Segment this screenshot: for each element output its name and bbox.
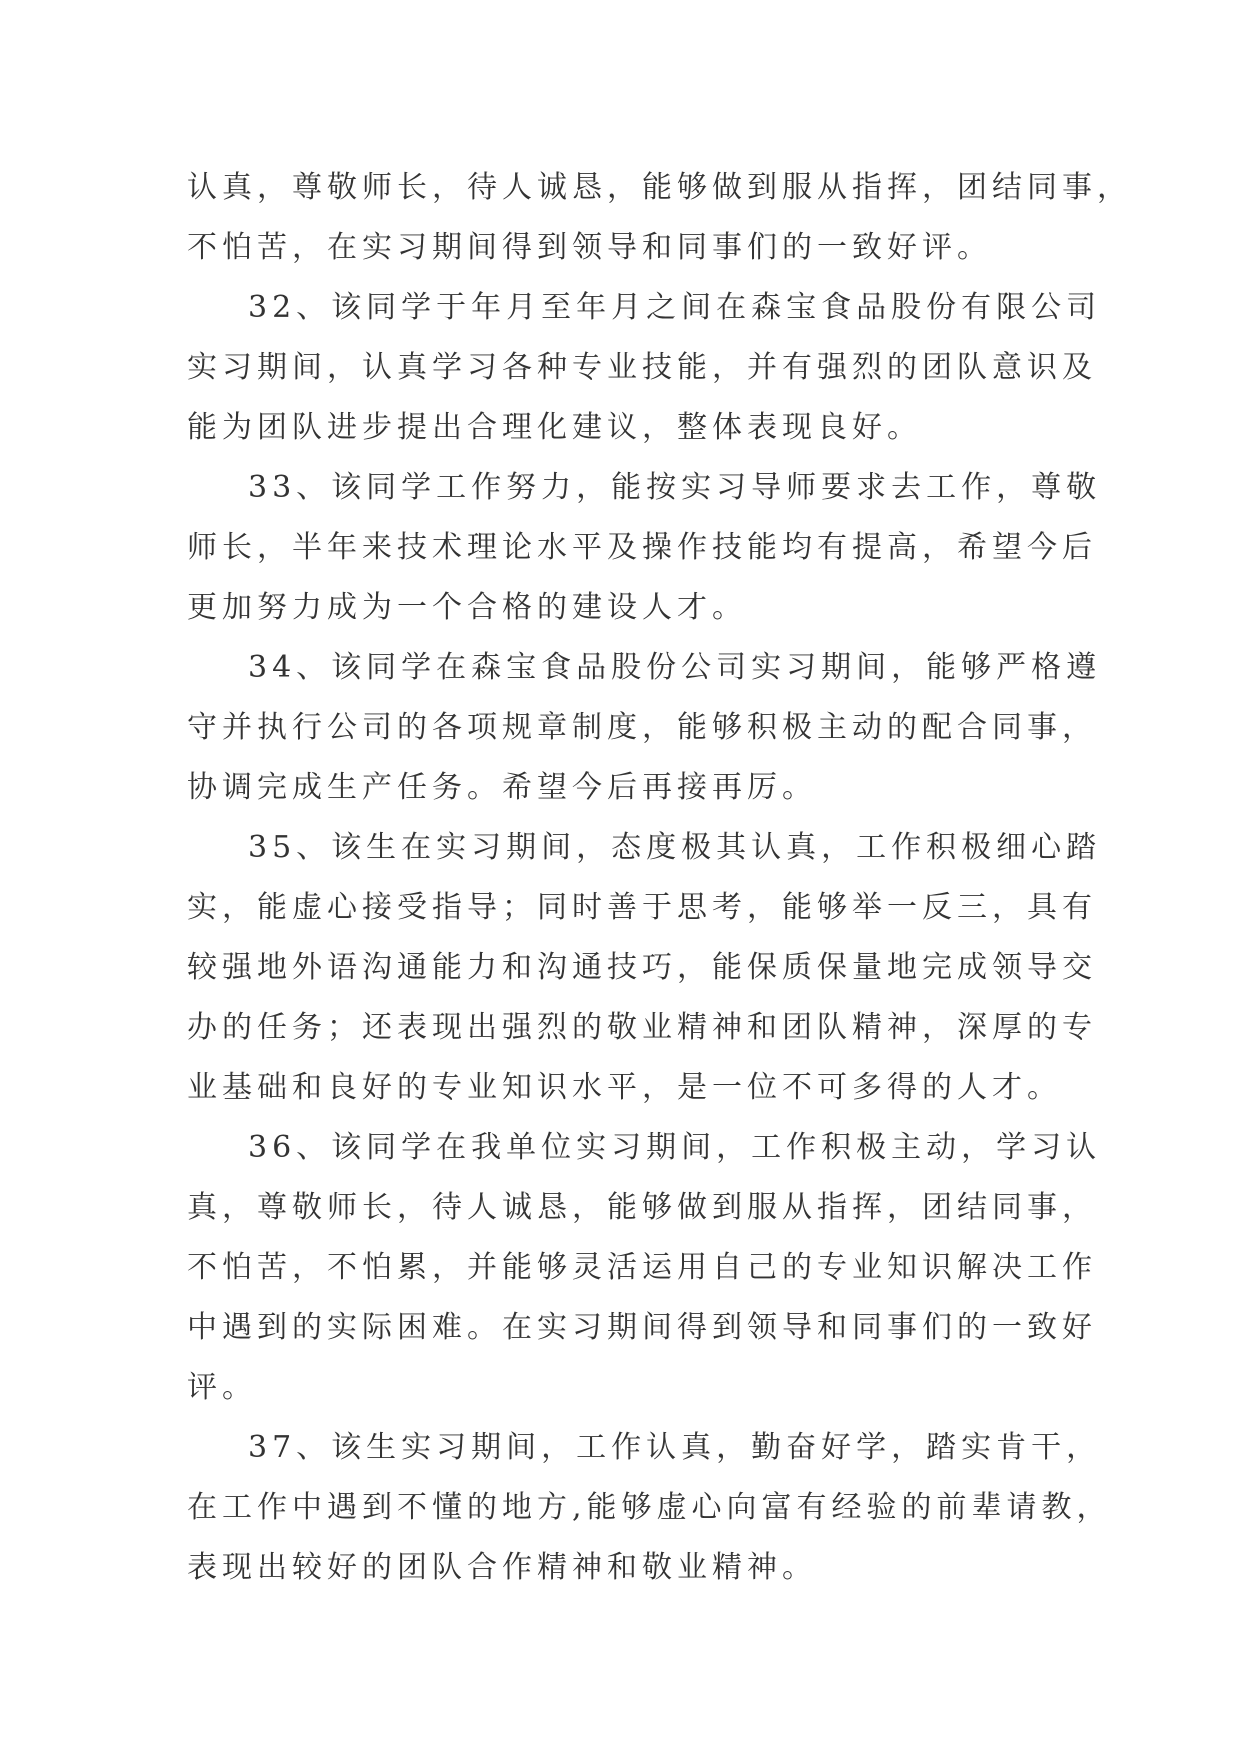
text-line: 能为团队进步提出合理化建议，整体表现良好。 [187,410,922,445]
text-line: 真，尊敬师长，待人诚恳，能够做到服从指挥，团结同事， [187,1190,1097,1225]
text-line: 较强地外语沟通能力和沟通技巧，能保质保量地完成领导交 [187,950,1097,985]
text-line: 师长，半年来技术理论水平及操作技能均有提高，希望今后 [187,530,1097,565]
text-line: 在工作中遇到不懂的地方,能够虚心向富有经验的前辈请教， [187,1490,1112,1525]
paragraph-35-start: 35、该生在实习期间，态度极其认真，工作积极细心踏 [248,830,1102,865]
text-line: 办的任务；还表现出强烈的敬业精神和团队精神，深厚的专 [187,1010,1097,1045]
text-line: 表现出较好的团队合作精神和敬业精神。 [187,1550,817,1585]
text-line: 守并执行公司的各项规章制度，能够积极主动的配合同事， [187,710,1097,745]
text-line: 实，能虚心接受指导；同时善于思考，能够举一反三，具有 [187,890,1097,925]
paragraph-33-start: 33、该同学工作努力，能按实习导师要求去工作，尊敬 [248,470,1102,505]
paragraph-34-start: 34、该同学在森宝食品股份公司实习期间，能够严格遵 [248,650,1102,685]
text-line: 评。 [187,1370,257,1405]
text-line: 更加努力成为一个合格的建设人才。 [187,590,747,625]
text-line: 不怕苦，在实习期间得到领导和同事们的一致好评。 [187,230,992,265]
text-line: 不怕苦，不怕累，并能够灵活运用自己的专业知识解决工作 [187,1250,1097,1285]
text-line: 认真，尊敬师长，待人诚恳，能够做到服从指挥，团结同事， [187,170,1132,205]
paragraph-37-start: 37、该生实习期间，工作认真，勤奋好学，踏实肯干， [248,1430,1102,1465]
text-line: 业基础和良好的专业知识水平，是一位不可多得的人才。 [187,1070,1062,1105]
text-line: 实习期间，认真学习各种专业技能，并有强烈的团队意识及 [187,350,1097,385]
text-line: 中遇到的实际困难。在实习期间得到领导和同事们的一致好 [187,1310,1097,1345]
text-line: 协调完成生产任务。希望今后再接再厉。 [187,770,817,805]
paragraph-32-start: 32、该同学于年月至年月之间在森宝食品股份有限公司 [248,290,1102,325]
paragraph-36-start: 36、该同学在我单位实习期间，工作积极主动，学习认 [248,1130,1102,1165]
